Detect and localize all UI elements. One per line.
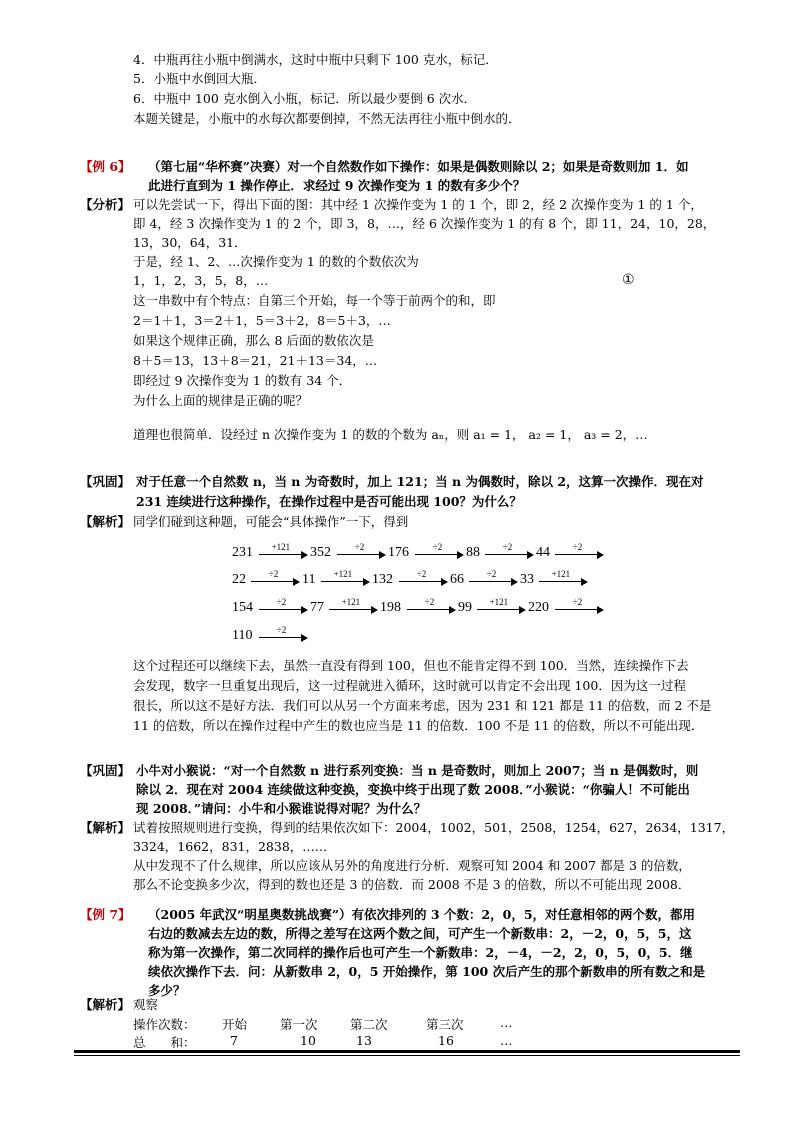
chain-number: 99 xyxy=(458,600,472,615)
chain-arrowhead xyxy=(363,578,370,586)
chain-arrow xyxy=(555,554,601,555)
solution-tag: 【解析】 xyxy=(80,820,131,835)
chain-arrow xyxy=(321,581,367,582)
chain-number: 220 xyxy=(528,600,549,615)
example-6-question: （第七届“华杯赛”决赛）对一个自然数作如下操作：如果是偶数则除以 2；如果是奇数则加 1．如 xyxy=(148,159,689,174)
chain-arrow xyxy=(485,554,531,555)
chain-operation-label: ÷2 xyxy=(268,569,279,579)
analysis-line: 这一串数中有个特点：自第三个开始，每一个等于前两个的和，即 xyxy=(133,293,496,308)
chain-operation-label: ÷2 xyxy=(432,542,443,552)
chain-arrowhead xyxy=(441,578,448,586)
table-cell: 操作次数： xyxy=(133,1017,196,1032)
chain-arrow xyxy=(259,637,305,638)
solution-line: 3324，1662，831，2838，…… xyxy=(133,839,328,854)
chain-arrow xyxy=(477,609,523,610)
chain-operation-label: +121 xyxy=(551,569,571,579)
chain-operation-label: ÷2 xyxy=(416,569,427,579)
chain-arrow xyxy=(251,581,297,582)
chain-arrowhead xyxy=(301,634,308,642)
chain-number: 88 xyxy=(466,545,480,560)
chain-arrow xyxy=(415,554,461,555)
example-7-question: 右边的数减去左边的数，所得之差写在这两个数之间，可产生一个新数串：2，－2，0，5，5，这 xyxy=(148,926,692,941)
example-6-question: 此进行直到为 1 操作停止．求经过 9 次操作变为 1 的数有多少个？ xyxy=(148,178,526,193)
chain-operation-label: ÷2 xyxy=(354,542,365,552)
consolidation-tag: 【巩固】 xyxy=(80,763,131,778)
solution-line: 11 的倍数，所以在操作过程中产生的数也应当是 11 的倍数．100 不是 11 的倍数，所以不可能出现． xyxy=(133,718,704,733)
solution-line: 那么不论变换多少次，得到的数也还是 3 的倍数．而 2008 不是 3 的倍数，所以不可能出现 2008． xyxy=(133,877,691,892)
solution-line: 会发现，数字一旦重复出现后，这一过程就进入循环，这时就可以肯定不会出现 100．因为这一过程 xyxy=(133,678,686,693)
consolidation-question: 231 连续进行这种操作，在操作过程中是否可能出现 100？为什么？ xyxy=(136,494,522,509)
solution-tag: 【解析】 xyxy=(80,997,131,1012)
footer-rule xyxy=(74,1055,740,1056)
solution-tag: 【解析】 xyxy=(80,514,131,529)
chain-arrow xyxy=(399,581,445,582)
consolidation-question: 除以 2．现在对 2004 连续做这种变换，变换中终于出现了数 2008．”小猴说：“你骗人！不可能出 xyxy=(136,782,690,797)
chain-operation-label: +121 xyxy=(489,597,509,607)
chain-operation-label: +121 xyxy=(341,597,361,607)
chain-arrowhead xyxy=(379,551,386,559)
analysis-line: 13，30，64，31． xyxy=(133,235,247,250)
analysis-line: 即 4，经 3 次操作变为 1 的 2 个，即 3，8，…，经 6 次操作变为 1 的有 8 个，即 11，24，10，28， xyxy=(133,216,716,231)
analysis-line: 为什么上面的规律是正确的呢？ xyxy=(133,393,309,408)
chain-number: 44 xyxy=(536,545,550,560)
example-7-question: 续依次操作下去．问：从新数串 2，0，5 开始操作，第 100 次后产生的那个新数串的所有数之和是 xyxy=(148,964,706,979)
analysis-line: 道理也很简单．设经过 n 次操作变为 1 的数的个数为 aₙ，则 a₁ = 1， a₂ = 1， a₃ = 2，… xyxy=(133,427,648,442)
consolidation-tag: 【巩固】 xyxy=(80,474,131,489)
table-cell: 开始 xyxy=(222,1017,248,1032)
chain-operation-label: ÷2 xyxy=(276,625,287,635)
chain-operation-label: ÷2 xyxy=(424,597,435,607)
table-cell: 第一次 xyxy=(280,1017,318,1032)
chain-number: 198 xyxy=(380,600,401,615)
chain-number: 22 xyxy=(232,572,246,587)
chain-operation-label: ÷2 xyxy=(276,597,287,607)
chain-number: 33 xyxy=(520,572,534,587)
chain-number: 352 xyxy=(310,545,331,560)
chain-arrowhead xyxy=(449,606,456,614)
chain-arrowhead xyxy=(519,606,526,614)
analysis-line: 可以先尝试一下，得出下面的图：其中经 1 次操作变为 1 的 1 个，即 2，经 2 次操作变为 1 的 1 个， xyxy=(133,197,703,212)
chain-arrow xyxy=(259,609,305,610)
table-cell: 16 xyxy=(438,1033,454,1048)
chain-arrowhead xyxy=(597,606,604,614)
chain-arrowhead xyxy=(301,606,308,614)
chain-operation-label: ÷2 xyxy=(502,542,513,552)
chain-arrow xyxy=(555,609,601,610)
chain-arrowhead xyxy=(511,578,518,586)
chain-number: 66 xyxy=(450,572,464,587)
chain-arrow xyxy=(329,609,375,610)
analysis-line: 如果这个规律正确，那么 8 后面的数依次是 xyxy=(133,333,374,348)
table-cell: 13 xyxy=(356,1033,372,1048)
analysis-line: 于是，经 1、2、…次操作变为 1 的数的个数依次为 xyxy=(133,254,419,269)
chain-arrowhead xyxy=(527,551,534,559)
example-7-question: 称为第一次操作，第二次同样的操作后也可产生一个新数串：2，－4，－2，2，0，5，0，5．继 xyxy=(148,945,693,960)
chain-arrowhead xyxy=(597,551,604,559)
example-7-tag: 【例 7】 xyxy=(80,907,131,922)
chain-operation-label: +121 xyxy=(271,542,291,552)
chain-arrowhead xyxy=(371,606,378,614)
table-cell: 10 xyxy=(300,1033,316,1048)
analysis-line: 即经过 9 次操作变为 1 的数有 34 个． xyxy=(133,373,352,388)
chain-arrowhead xyxy=(581,578,588,586)
chain-arrowhead xyxy=(293,578,300,586)
chain-number: 176 xyxy=(388,545,409,560)
solution-line: 同学们碰到这种题，可能会“具体操作”一下，得到 xyxy=(133,514,409,529)
chain-operation-label: ÷2 xyxy=(486,569,497,579)
chain-operation-label: ÷2 xyxy=(572,542,583,552)
chain-number: 11 xyxy=(302,572,316,587)
chain-number: 154 xyxy=(232,600,253,615)
analysis-tag: 【分析】 xyxy=(80,197,131,212)
chain-arrow xyxy=(407,609,453,610)
consolidation-question: 现 2008．”请问：小牛和小猴谁说得对呢？为什么？ xyxy=(136,801,427,816)
solution-line: 很长，所以这不是好方法．我们可以从另一个方面来考虑，因为 231 和 121 都是 11 的倍数，而 2 不是 xyxy=(133,698,712,713)
solution-line: 观察 xyxy=(133,997,159,1012)
chain-number: 132 xyxy=(372,572,393,587)
text-line: 6．中瓶中 100 克水倒入小瓶，标记．所以最少要倒 6 次水． xyxy=(133,91,477,106)
example-7-question: 多少？ xyxy=(148,983,186,998)
table-cell: 第二次 xyxy=(350,1017,388,1032)
analysis-line: 8＋5＝13，13＋8＝21，21＋13＝34，… xyxy=(133,353,378,368)
equation-marker: ① xyxy=(622,272,635,288)
analysis-line: 1，1，2，3，5，8，… xyxy=(133,273,269,288)
chain-arrowhead xyxy=(301,551,308,559)
chain-number: 77 xyxy=(310,600,324,615)
example-7-question: （2005 年武汉“明星奥数挑战赛”）有依次排列的 3 个数：2，0，5，对任意相邻的两个数，都用 xyxy=(148,907,696,922)
chain-number: 231 xyxy=(232,545,253,560)
table-cell: 7 xyxy=(230,1033,238,1048)
chain-arrow xyxy=(469,581,515,582)
text-line: 本题关键是，小瓶中的水每次都要倒掉，不然无法再往小瓶中倒水的． xyxy=(133,111,521,126)
table-cell: … xyxy=(500,1033,513,1048)
text-line: 5．小瓶中水倒回大瓶． xyxy=(133,71,266,86)
chain-number: 110 xyxy=(232,628,253,643)
solution-line: 从中发现不了什么规律，所以应该从另外的角度进行分析．观察可知 2004 和 2007 都是 3 的倍数， xyxy=(133,858,691,873)
table-cell: 总 和： xyxy=(133,1035,196,1050)
chain-arrowhead xyxy=(457,551,464,559)
footer-rule xyxy=(74,1050,740,1053)
chain-arrow xyxy=(337,554,383,555)
chain-operation-label: ÷2 xyxy=(572,597,583,607)
chain-arrow xyxy=(539,581,585,582)
consolidation-question: 小牛对小猴说：“对一个自然数 n 进行系列变换：当 n 是奇数时，则加上 2007；当 n 是偶数时，则 xyxy=(136,763,699,778)
table-cell: 第三次 xyxy=(426,1017,464,1032)
text-line: 4．中瓶再往小瓶中倒满水，这时中瓶中只剩下 100 克水，标记． xyxy=(133,52,498,67)
solution-line: 这个过程还可以继续下去，虽然一直没有得到 100，但也不能肯定得不到 100．当然，连续操作下去 xyxy=(133,658,689,673)
chain-arrow xyxy=(259,554,305,555)
analysis-line: 2＝1＋1，3＝2＋1，5＝3＋2，8＝5＋3，… xyxy=(133,313,391,328)
example-6-tag: 【例 6】 xyxy=(80,159,131,174)
table-cell: … xyxy=(500,1015,513,1030)
solution-line: 试着按照规则进行变换，得到的结果依次如下：2004，1002，501，2508，1254，627，2634，1317， xyxy=(133,820,735,835)
chain-operation-label: +121 xyxy=(333,569,353,579)
consolidation-question: 对于任意一个自然数 n，当 n 为奇数时，加上 121；当 n 为偶数时，除以 2，这算一次操作．现在对 xyxy=(136,474,704,489)
